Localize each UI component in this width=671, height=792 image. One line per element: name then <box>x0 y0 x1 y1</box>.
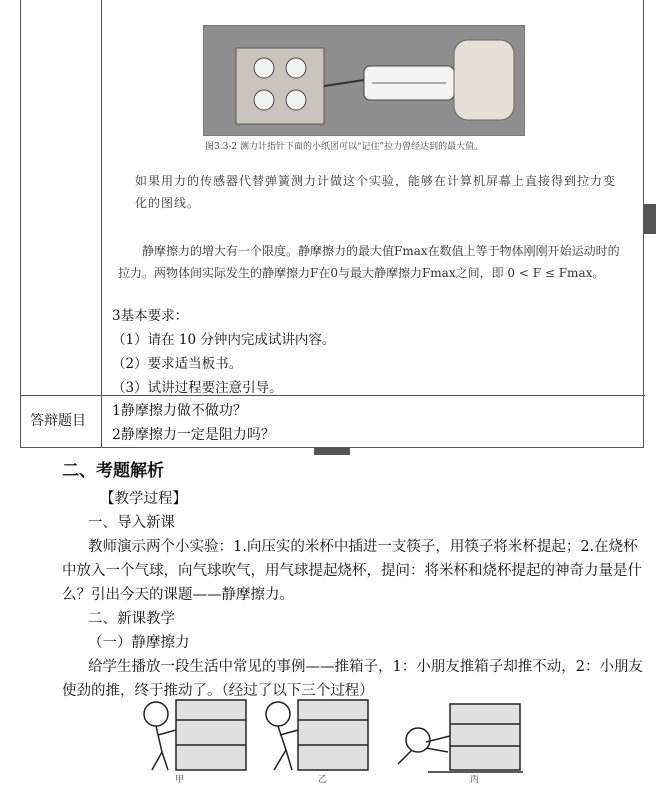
requirement-item: （2）要求适当板书。 <box>112 356 243 372</box>
sub-title: （一）静摩擦力 <box>88 635 190 651</box>
table-column-divider <box>101 0 102 448</box>
requirement-item: （3）试讲过程要注意引导。 <box>112 380 283 396</box>
play-line: 给学生播放一段生活中常见的事例——推箱子，1：小朋友推箱子却推不动，2：小朋友 <box>88 659 643 675</box>
defense-question: 1静摩擦力做不做功？ <box>112 403 247 419</box>
cartoon-illustration <box>128 690 528 778</box>
defense-question: 2静摩擦力一定是阻力吗？ <box>112 427 275 443</box>
requirement-item: （1）请在 10 分钟内完成试讲内容。 <box>112 332 336 348</box>
new-lesson-title: 二、新课教学 <box>88 611 175 627</box>
play-line: 使劲的推，终于推动了。（经过了以下三个过程） <box>62 683 374 699</box>
figure-photo <box>203 25 525 136</box>
resize-handle[interactable] <box>644 204 656 234</box>
spring-scale-illustration <box>204 26 524 135</box>
cartoon-label: 乙 <box>318 775 328 785</box>
section-heading: 二、考题解析 <box>62 461 164 481</box>
intro-line: 教师演示两个小实验：1.向压实的米杯中插进一支筷子，用筷子将米杯提起；2.在烧杯 <box>88 539 638 555</box>
defense-label: 答辩题目 <box>30 413 86 429</box>
pushing-box-cartoons <box>128 690 528 778</box>
figure-caption: 图3.3-2 测力计指针下面的小纸团可以“记住”拉力曾经达到的最大值。 <box>205 142 484 152</box>
cartoon-label: 甲 <box>175 775 185 785</box>
static-friction-paragraph: 静摩擦力的增大有一个限度。静摩擦力的最大值Fmax在数值上等于物体刚刚开始运动时的拉力。两物体间实际发生的静摩擦力F在0与最大静摩擦力Fmax之间，即 0 < F ≤ Fmax。 <box>118 244 620 280</box>
resize-handle[interactable] <box>314 447 350 455</box>
intro-title: 一、导入新课 <box>88 515 175 531</box>
sensor-paragraph: 如果用力的传感器代替弹簧测力计做这个实验，能够在计算机屏幕上直接得到拉力变化的图线。 <box>135 174 617 210</box>
intro-line: 中放入一个气球，向气球吹气，用气球提起烧杯，提问：将米杯和烧杯提起的神奇力量是什 <box>62 563 642 579</box>
process-title: 【教学过程】 <box>100 491 187 507</box>
cartoon-label: 丙 <box>470 775 480 785</box>
requirements-title: 3基本要求： <box>112 308 189 324</box>
intro-line: 么？引出今天的课题——静摩擦力。 <box>62 587 294 603</box>
